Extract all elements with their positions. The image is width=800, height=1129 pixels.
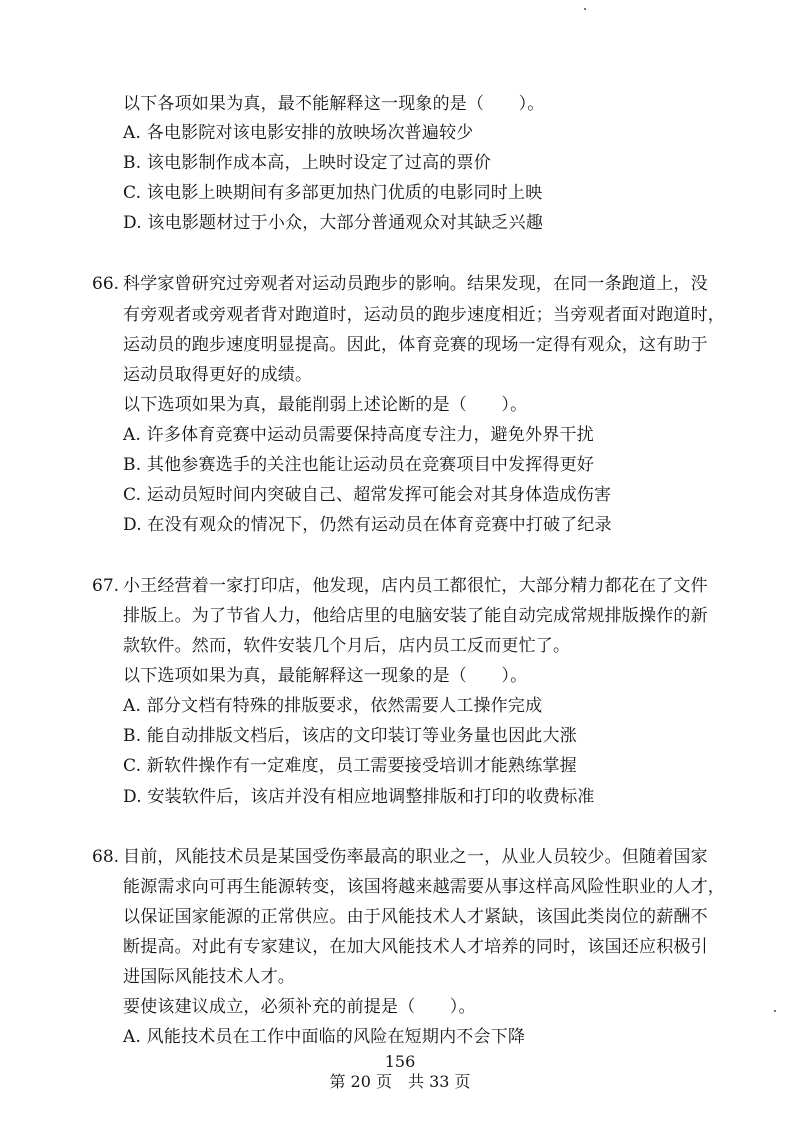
q66-stem: 以下选项如果为真，最能削弱上述论断的是（ ）。 [123, 395, 528, 415]
q67-text-line: 排版上。为了节省人力，他给店里的电脑安装了能自动完成常规排版操作的新 [123, 606, 708, 626]
q65-option-d: D. 该电影题材过于小众，大部分普通观众对其缺乏兴趣 [123, 213, 544, 233]
q68-text-line: 断提高。对此有专家建议，在加大风能技术人才培养的同时，该国还应积极引 [123, 937, 708, 957]
q68-number: 68. [92, 847, 120, 867]
page-info: 第 20 页 共 33 页 [329, 1072, 471, 1091]
q68-text-line: 目前，风能技术员是某国受伤率最高的职业之一，从业人员较少。但随着国家 [123, 847, 708, 867]
q66-text-line: 运动员取得更好的成绩。 [123, 365, 313, 385]
q66-text-line: 有旁观者或旁观者背对跑道时，运动员的跑步速度相近；当旁观者面对跑道时， [123, 305, 725, 325]
q68-text-line: 以保证国家能源的正常供应。由于风能技术人才紧缺，该国此类岗位的薪酬不 [123, 907, 708, 927]
q66-number: 66. [92, 274, 120, 294]
q67-option-a: A. 部分文档有特殊的排版要求，依然需要人工操作完成 [123, 696, 543, 716]
q66-text-line: 运动员的跑步速度明显提高。因此，体育竞赛的现场一定得有观众，这有助于 [123, 335, 708, 355]
q67-text-line: 款软件。然而，软件安装几个月后，店内员工反而更忙了。 [123, 636, 571, 656]
q68-stem: 要使该建议成立，必须补充的前提是（ ）。 [123, 997, 476, 1017]
q66-option-a: A. 许多体育竞赛中运动员需要保持高度专注力，避免外界干扰 [123, 425, 594, 445]
q65-option-c: C. 该电影上映期间有多部更加热门优质的电影同时上映 [123, 183, 543, 203]
q66-option-b: B. 其他参赛选手的关注也能让运动员在竞赛项目中发挥得更好 [123, 455, 595, 475]
q65-option-a: A. 各电影院对该电影安排的放映场次普遍较少 [123, 123, 474, 143]
q68-text-line: 进国际风能技术人才。 [123, 967, 295, 987]
q68-text-line: 能源需求向可再生能源转变，该国将越来越需要从事这样高风险性职业的人才， [123, 877, 725, 897]
q67-option-d: D. 安装软件后，该店并没有相应地调整排版和打印的收费标准 [123, 787, 595, 807]
q66-option-c: C. 运动员短时间内突破自己、超常发挥可能会对其身体造成伤害 [123, 485, 612, 505]
q68-option-a: A. 风能技术员在工作中面临的风险在短期内不会下降 [123, 1027, 526, 1047]
q66-option-d: D. 在没有观众的情况下，仍然有运动员在体育竞赛中打破了纪录 [123, 515, 612, 535]
q67-option-c: C. 新软件操作有一定难度，员工需要接受培训才能熟练掌握 [123, 756, 577, 776]
page-number: 156 [384, 1052, 416, 1071]
scan-speck [584, 8, 586, 10]
q65-option-b: B. 该电影制作成本高，上映时设定了过高的票价 [123, 153, 491, 173]
q66-text-line: 科学家曾研究过旁观者对运动员跑步的影响。结果发现，在同一条跑道上，没 [123, 274, 708, 294]
q67-stem: 以下选项如果为真，最能解释这一现象的是（ ）。 [123, 666, 528, 686]
q67-text-line: 小王经营着一家打印店，他发现，店内员工都很忙，大部分精力都花在了文件 [123, 576, 708, 596]
q65-stem: 以下各项如果为真，最不能解释这一现象的是（ ）。 [123, 94, 545, 114]
scan-speck [774, 1010, 776, 1012]
q67-option-b: B. 能自动排版文档后，该店的文印装订等业务量也因此大涨 [123, 726, 577, 746]
q67-number: 67. [92, 576, 120, 596]
